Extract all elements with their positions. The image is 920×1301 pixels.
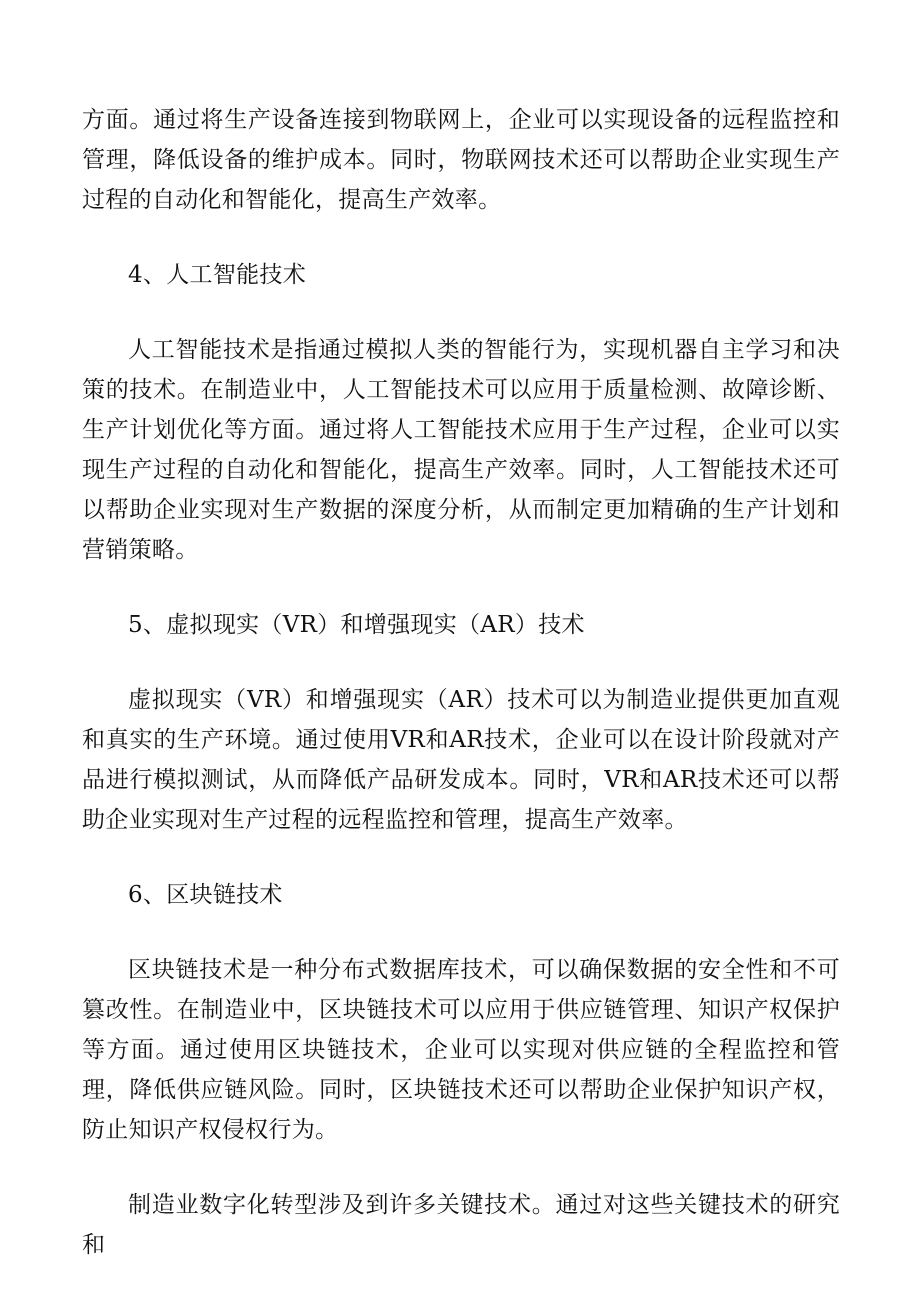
heading-blockchain-technology: 6、区块链技术	[128, 882, 283, 908]
paragraph-vr-ar-technology: 虚拟现实（VR）和增强现实（AR）技术可以为制造业提供更加直观和真实的生产环境。通过使用VR和AR技术，企业可以在设计阶段就对产品进行模拟测试，从而降低产品研发成本。同时，VR和AR技术还可以帮助企业实现对生产过程的远程监控和管理，提高生产效率。	[82, 687, 840, 833]
paragraph-summary-start: 制造业数字化转型涉及到许多关键技术。通过对这些关键技术的研究和	[82, 1192, 840, 1258]
heading-vr-ar-technology: 5、虚拟现实（VR）和增强现实（AR）技术	[128, 612, 585, 638]
paragraph-iot-continued: 方面。通过将生产设备连接到物联网上，企业可以实现设备的远程监控和管理，降低设备的维护成本。同时，物联网技术还可以帮助企业实现生产过程的自动化和智能化，提高生产效率。	[82, 107, 840, 213]
paragraph-ai-technology: 人工智能技术是指通过模拟人类的智能行为，实现机器自主学习和决策的技术。在制造业中，人工智能技术可以应用于质量检测、故障诊断、生产计划优化等方面。通过将人工智能技术应用于生产过程，企业可以实现生产过程的自动化和智能化，提高生产效率。同时，人工智能技术还可以帮助企业实现对生产数据的深度分析，从而制定更加精确的生产计划和营销策略。	[82, 337, 840, 563]
paragraph-blockchain-technology: 区块链技术是一种分布式数据库技术，可以确保数据的安全性和不可篡改性。在制造业中，区块链技术可以应用于供应链管理、知识产权保护等方面。通过使用区块链技术，企业可以实现对供应链的全程监控和管理，降低供应链风险。同时，区块链技术还可以帮助企业保护知识产权，防止知识产权侵权行为。	[82, 957, 840, 1143]
document-page	[82, 100, 840, 1265]
heading-ai-technology: 4、人工智能技术	[128, 262, 307, 288]
